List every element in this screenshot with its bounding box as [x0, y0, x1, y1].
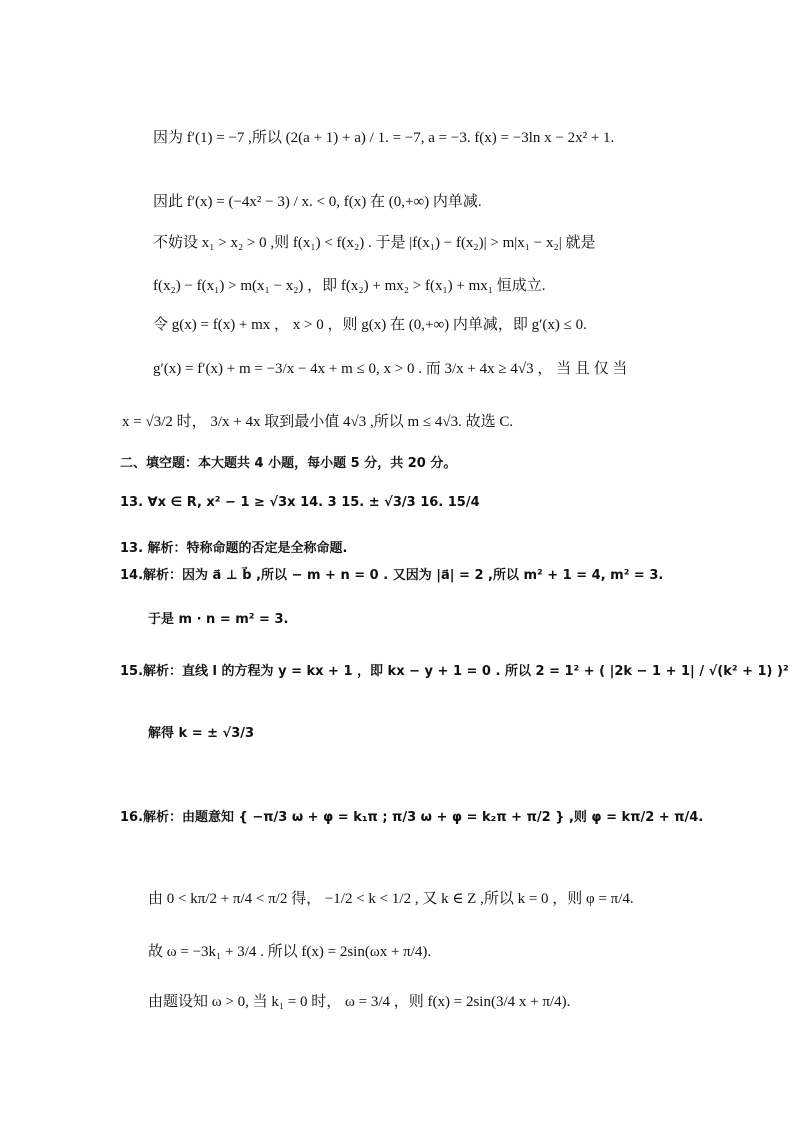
solution-16-line-2: 由 0 < kπ/2 + π/4 < π/2 得， −1/2 < k < 1/2 , 又 k ∈ Z ,所以 k = 0 ，则 φ = π/4.: [148, 891, 634, 907]
line-5: 令 g(x) = f(x) + mx ， x > 0 ，则 g(x) 在 (0,+∞) 内单减，即 g′(x) ≤ 0.: [153, 317, 587, 333]
line-3: 不妨设 x₁ > x₂ > 0 ,则 f(x₁) < f(x₂) . 于是 |f(x₁) − f(x₂)| > m|x₁ − x₂| 就是: [153, 235, 596, 251]
solution-15-cont: 解得 k = ± √3/3: [148, 726, 255, 741]
line-6: g′(x) = f′(x) + m = −3/x − 4x + m ≤ 0, x > 0 . 而 3/x + 4x ≥ 4√3 ， 当 且 仅 当: [153, 361, 628, 377]
line-1: 因为 f′(1) = −7 ,所以 (2(a + 1) + a) / 1. = −7, a = −3. f(x) = −3ln x − 2x² + 1.: [153, 130, 615, 146]
solution-14: 14.解析：因为 a⃗ ⊥ b⃗ ,所以 − m + n = 0 . 又因为 |a⃗| = 2 ,所以 m² + 1 = 4, m² = 3.: [120, 568, 664, 583]
line-2: 因此 f′(x) = (−4x² − 3) / x. < 0, f(x) 在 (0,+∞) 内单减.: [153, 194, 482, 210]
line-7: x = √3/2 时， 3/x + 4x 取到最小值 4√3 ,所以 m ≤ 4√3. 故选 C.: [122, 414, 514, 430]
solution-15: 15.解析：直线 l 的方程为 y = kx + 1 ，即 kx − y + 1 = 0 . 所以 2 = 1² + ( |2k − 1 + 1| / √(k² + 1) )²: [120, 664, 789, 679]
line-4: f(x₂) − f(x₁) > m(x₁ − x₂) ，即 f(x₂) + mx₂ > f(x₁) + mx₁ 恒成立.: [153, 278, 546, 294]
answers-row: 13. ∀x ∈ R, x² − 1 ≥ √3x 14. 3 15. ± √3/3 16. 15/4: [120, 495, 480, 510]
solution-13: 13. 解析：特称命题的否定是全称命题.: [120, 541, 348, 556]
solution-14-cont: 于是 m · n = m² = 3.: [148, 612, 289, 627]
solution-16-line-3: 故 ω = −3k₁ + 3/4 . 所以 f(x) = 2sin(ωx + π/4).: [148, 944, 432, 960]
solution-16: 16.解析：由题意知 { −π/3 ω + φ = k₁π ; π/3 ω + φ = k₂π + π/2 } ,则 φ = kπ/2 + π/4.: [120, 810, 704, 825]
section-heading: 二、填空题：本大题共 4 小题，每小题 5 分，共 20 分。: [120, 456, 457, 471]
solution-16-line-4: 由题设知 ω > 0, 当 k₁ = 0 时， ω = 3/4 ，则 f(x) = 2sin(3/4 x + π/4).: [148, 994, 571, 1010]
